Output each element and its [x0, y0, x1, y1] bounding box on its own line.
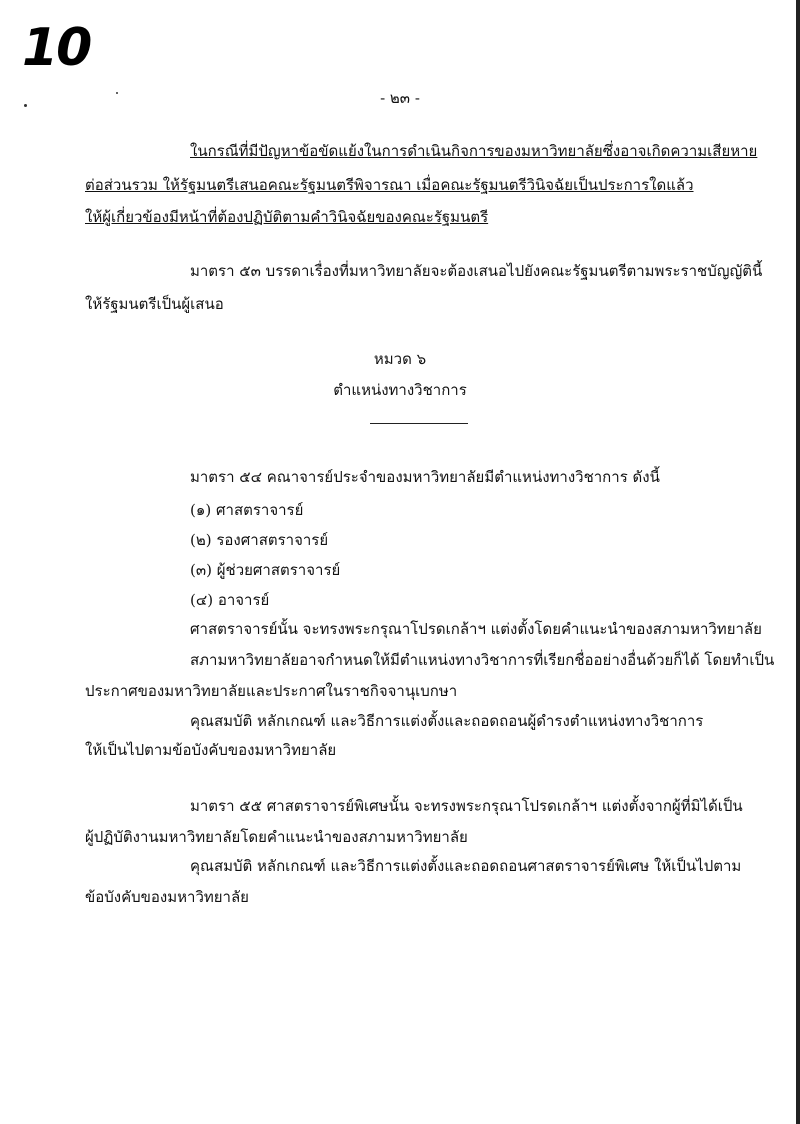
para1-line: ให้ผู้เกี่ยวข้องมีหน้าที่ต้องปฏิบัติตามคำวินิจฉัยของคณะรัฐมนตรี — [85, 208, 489, 226]
section-55-para: ผู้ปฏิบัติงานมหาวิทยาลัยโดยคำแนะนำของสภามหาวิทยาลัย — [85, 828, 468, 846]
para1-line: ต่อส่วนรวม ให้รัฐมนตรีเสนอคณะรัฐมนตรีพิจารณา เมื่อคณะรัฐมนตรีวินิจฉัยเป็นประการใดแล้ว — [85, 176, 694, 194]
section-53-line: ให้รัฐมนตรีเป็นผู้เสนอ — [85, 295, 224, 313]
para1-line: ในกรณีที่มีปัญหาข้อขัดแย้งในการดำเนินกิจการของมหาวิทยาลัยซึ่งอาจเกิดความเสียหาย — [190, 142, 758, 160]
heading-divider — [370, 423, 468, 424]
section-55-para: ข้อบังคับของมหาวิทยาลัย — [85, 888, 249, 906]
chapter-title: หมวด ๖ — [373, 350, 427, 368]
section-54-para: คุณสมบัติ หลักเกณฑ์ และวิธีการแต่งตั้งและถอดถอนผู้ดำรงตำแหน่งทางวิชาการ — [190, 712, 704, 730]
section-54-para: ศาสตราจารย์นั้น จะทรงพระกรุณาโปรดเกล้าฯ แต่งตั้งโดยคำแนะนำของสภามหาวิทยาลัย — [190, 620, 762, 638]
page-number: - ๒๓ - — [380, 89, 420, 107]
scan-edge — [796, 0, 800, 1124]
section-54-para: สภามหาวิทยาลัยอาจกำหนดให้มีตำแหน่งทางวิชาการที่เรียกชื่ออย่างอื่นด้วยก็ได้ โดยทำเป็น — [190, 651, 775, 669]
section-54-para: ให้เป็นไปตามข้อบังคับของมหาวิทยาลัย — [85, 741, 337, 759]
section-55-para: คุณสมบัติ หลักเกณฑ์ และวิธีการแต่งตั้งและถอดถอนศาสตราจารย์พิเศษ ให้เป็นไปตาม — [190, 857, 742, 875]
list-item: (๓) ผู้ช่วยศาสตราจารย์ — [190, 561, 341, 579]
list-item: (๑) ศาสตราจารย์ — [190, 501, 304, 519]
section-54-para: ประกาศของมหาวิทยาลัยและประกาศในราชกิจจานุเบกษา — [85, 682, 458, 700]
chapter-subtitle: ตำแหน่งทางวิชาการ — [333, 381, 467, 399]
handwritten-page-mark: 10 — [22, 18, 91, 78]
list-item: (๔) อาจารย์ — [190, 591, 270, 609]
section-55-para: มาตรา ๕๕ ศาสตราจารย์พิเศษนั้น จะทรงพระกรุณาโปรดเกล้าฯ แต่งตั้งจากผู้ที่มิได้เป็น — [190, 797, 743, 815]
section-53-line: มาตรา ๕๓ บรรดาเรื่องที่มหาวิทยาลัยจะต้องเสนอไปยังคณะรัฐมนตรีตามพระราชบัญญัตินี้ — [190, 262, 763, 280]
section-54-intro: มาตรา ๕๔ คณาจารย์ประจำของมหาวิทยาลัยมีตำแหน่งทางวิชาการ ดังนี้ — [190, 468, 660, 486]
list-item: (๒) รองศาสตราจารย์ — [190, 531, 329, 549]
